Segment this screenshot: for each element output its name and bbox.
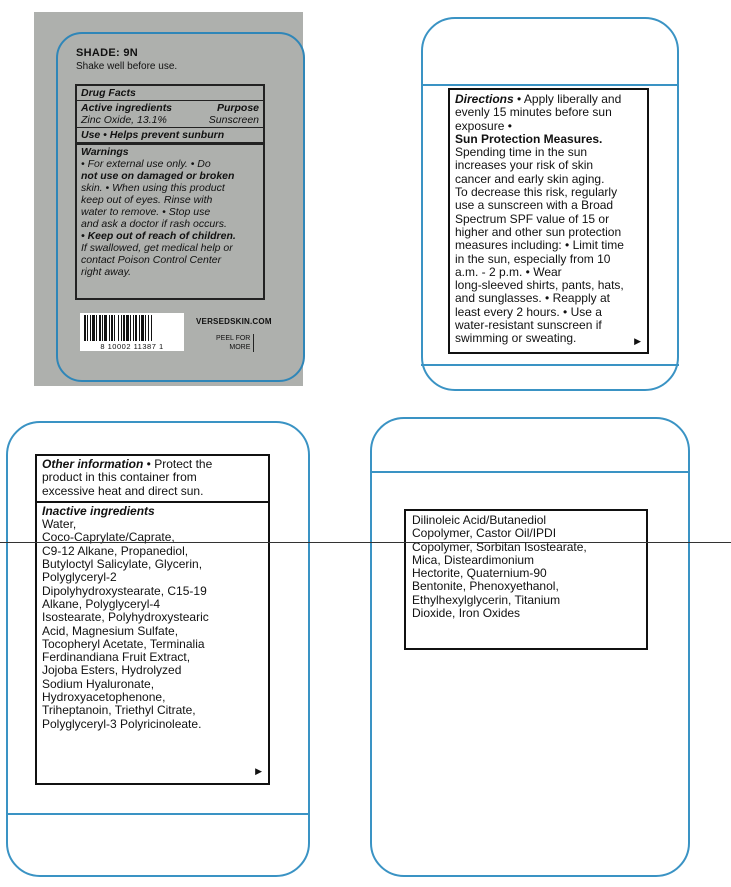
purpose-heading: Purpose (216, 102, 259, 114)
barcode-bar (109, 315, 110, 341)
continue-arrow-icon: ▶ (255, 765, 262, 776)
inactive-line: Coco-Caprylate/Caprate, (42, 530, 175, 545)
other-info-line: Other information • Protect the (42, 457, 213, 471)
other-info-line: excessive heat and direct sun. (42, 483, 204, 498)
barcode-bar (84, 315, 86, 341)
active-ingredients-section (77, 101, 263, 128)
warning-line: and ask a doctor if rash occurs. (81, 218, 227, 230)
warning-line: If swallowed, get medical help or (81, 242, 233, 254)
inactive-ingredients-title: Inactive ingredients (42, 503, 155, 518)
directions-title: Directions (455, 92, 514, 106)
warning-line: not use on damaged or broken (81, 170, 235, 182)
barcode-bar (121, 315, 122, 341)
barcode-bar (148, 315, 149, 341)
directions-line: measures including: • Limit time (455, 238, 624, 253)
barcode-bar (90, 315, 91, 341)
directions-box (448, 88, 649, 354)
ingredient-line: Dioxide, Iron Oxides (412, 606, 521, 621)
barcode-bar (123, 315, 125, 341)
directions-line: Spending time in the sun (455, 145, 588, 160)
other-information-title: Other information (42, 457, 144, 471)
barcode-bar (114, 315, 115, 341)
panel-continued-top-rule (370, 471, 690, 473)
shake-instruction: Shake well before use. (76, 61, 178, 72)
continue-arrow-icon: ▶ (634, 335, 641, 346)
continued-ingredients-box (404, 509, 648, 650)
directions-line: long-sleeved shirts, pants, hats, (455, 278, 624, 293)
barcode-bars (80, 313, 184, 343)
barcode-bar (135, 315, 137, 341)
active-ingredient: Zinc Oxide, 13.1% (81, 114, 167, 126)
website-url: VERSEDSKIN.COM (196, 317, 272, 326)
directions-line: least every 2 hours. • Use a (455, 304, 602, 319)
barcode-bar (102, 315, 103, 341)
barcode-bar (111, 315, 113, 341)
barcode-bar (145, 315, 146, 341)
inactive-line: C9-12 Alkane, Propanediol, (42, 543, 189, 558)
drug-facts-box (75, 84, 265, 300)
barcode-bar (130, 315, 131, 341)
barcode-bar (141, 315, 144, 341)
inactive-line: Acid, Magnesium Sulfate, (42, 623, 179, 638)
use-section (77, 128, 263, 145)
directions-line: evenly 15 minutes before sun (455, 105, 612, 120)
inactive-line: Polyglyceryl-2 (42, 570, 117, 585)
barcode-bar (139, 315, 140, 341)
directions-line: To decrease this risk, regularly (455, 185, 618, 200)
ingredient-line: Copolymer, Sorbitan Isostearate, (412, 539, 587, 554)
barcode (80, 313, 184, 351)
warning-line: right away. (81, 266, 131, 278)
barcode-bar (99, 315, 101, 341)
active-ingredient-row (81, 114, 259, 126)
ingredient-line: Dilinoleic Acid/Butanediol (412, 513, 547, 527)
inactive-line: Polyglyceryl-3 Polyricinoleate. (42, 716, 202, 731)
directions-line: a.m. - 2 p.m. • Wear (455, 264, 562, 279)
barcode-bar (104, 315, 107, 341)
warning-line: keep out of eyes. Rinse with (81, 194, 213, 206)
barcode-bar (87, 315, 88, 341)
inactive-line: Sodium Hyaluronate, (42, 676, 155, 691)
scan-crease-line (0, 542, 731, 543)
drug-facts-title-section (77, 86, 263, 101)
peel-line-1: PEEL FOR (216, 335, 251, 342)
panel-directions-top-rule (421, 84, 679, 86)
inactive-line: Tocopheryl Acetate, Terminalia (42, 636, 205, 651)
other-information-section (37, 456, 268, 501)
warning-line: • For external use only. • Do (81, 158, 211, 170)
warnings-title: Warnings (81, 146, 129, 158)
barcode-bar (133, 315, 134, 341)
directions-line: water-resistant sunscreen if (455, 318, 602, 333)
inactive-line: Triheptanoin, Triethyl Citrate, (42, 703, 196, 718)
inactive-line: Isostearate, Polyhydroxystearic (42, 610, 209, 625)
inactive-line: Hydroxyacetophenone, (42, 690, 166, 705)
drug-facts-title: Drug Facts (81, 87, 136, 99)
ingredient-purpose: Sunscreen (208, 114, 259, 126)
other-info-box (35, 454, 270, 785)
active-ingredients-heading: Active ingredients (81, 102, 173, 114)
barcode-number: 8 10002 11387 1 (80, 342, 184, 351)
inactive-line: Ferdinandiana Fruit Extract, (42, 650, 191, 665)
inactive-line: Water, (42, 517, 77, 532)
directions-line: cancer and early skin aging. (455, 171, 605, 186)
directions-line: use a sunscreen with a Broad (455, 198, 614, 213)
panel-inactive-bottom-rule (6, 813, 310, 815)
directions-line: increases your risk of skin (455, 158, 594, 173)
inactive-line: Dipolyhydroxystearate, C15-19 (42, 583, 207, 598)
ingredient-line: Mica, Disteardimonium (412, 552, 535, 567)
directions-line: Directions • Apply liberally and (455, 92, 622, 106)
shade-label: SHADE: 9N (76, 47, 138, 59)
barcode-bar (118, 315, 119, 341)
inactive-line: Alkane, Polyglyceryl-4 (42, 596, 161, 611)
warning-line: • Keep out of reach of children. (81, 230, 236, 242)
active-ingredients-header (81, 102, 259, 114)
ingredient-line: Hectorite, Quaternium-90 (412, 566, 547, 581)
directions-line: exposure • (455, 118, 512, 133)
sun-protection-heading: Sun Protection Measures. (455, 131, 603, 146)
warning-line: contact Poison Control Center (81, 254, 222, 266)
barcode-bar (126, 315, 129, 341)
peel-for-more-tab (216, 334, 254, 352)
panel-directions-bottom-rule (421, 364, 679, 366)
warnings-section (77, 145, 263, 279)
directions-line: and sunglasses. • Reapply at (455, 291, 610, 306)
other-info-line: product in this container from (42, 470, 197, 485)
use-text: Use • Helps prevent sunburn (81, 129, 225, 141)
directions-line: swimming or sweating. (455, 331, 577, 346)
peel-line-2: MORE (229, 344, 251, 351)
ingredient-line: Copolymer, Castor Oil/IPDI (412, 526, 557, 541)
warning-line: water to remove. • Stop use (81, 206, 211, 218)
directions-line: Spectrum SPF value of 15 or (455, 211, 610, 226)
ingredient-line: Bentonite, Phenoxyethanol, (412, 579, 559, 594)
directions-line: higher and other sun protection (455, 224, 622, 239)
inactive-line: Jojoba Esters, Hydrolyzed (42, 663, 182, 678)
inactive-ingredients-section (37, 501, 268, 733)
warning-line: skin. • When using this product (81, 182, 225, 194)
barcode-bar (96, 315, 97, 341)
inactive-line: Butyloctyl Salicylate, Glycerin, (42, 557, 203, 572)
barcode-bar (151, 315, 152, 341)
ingredient-line: Ethylhexylglycerin, Titanium (412, 592, 561, 607)
barcode-bar (92, 315, 95, 341)
directions-line: in the sun, especially from 10 (455, 251, 611, 266)
